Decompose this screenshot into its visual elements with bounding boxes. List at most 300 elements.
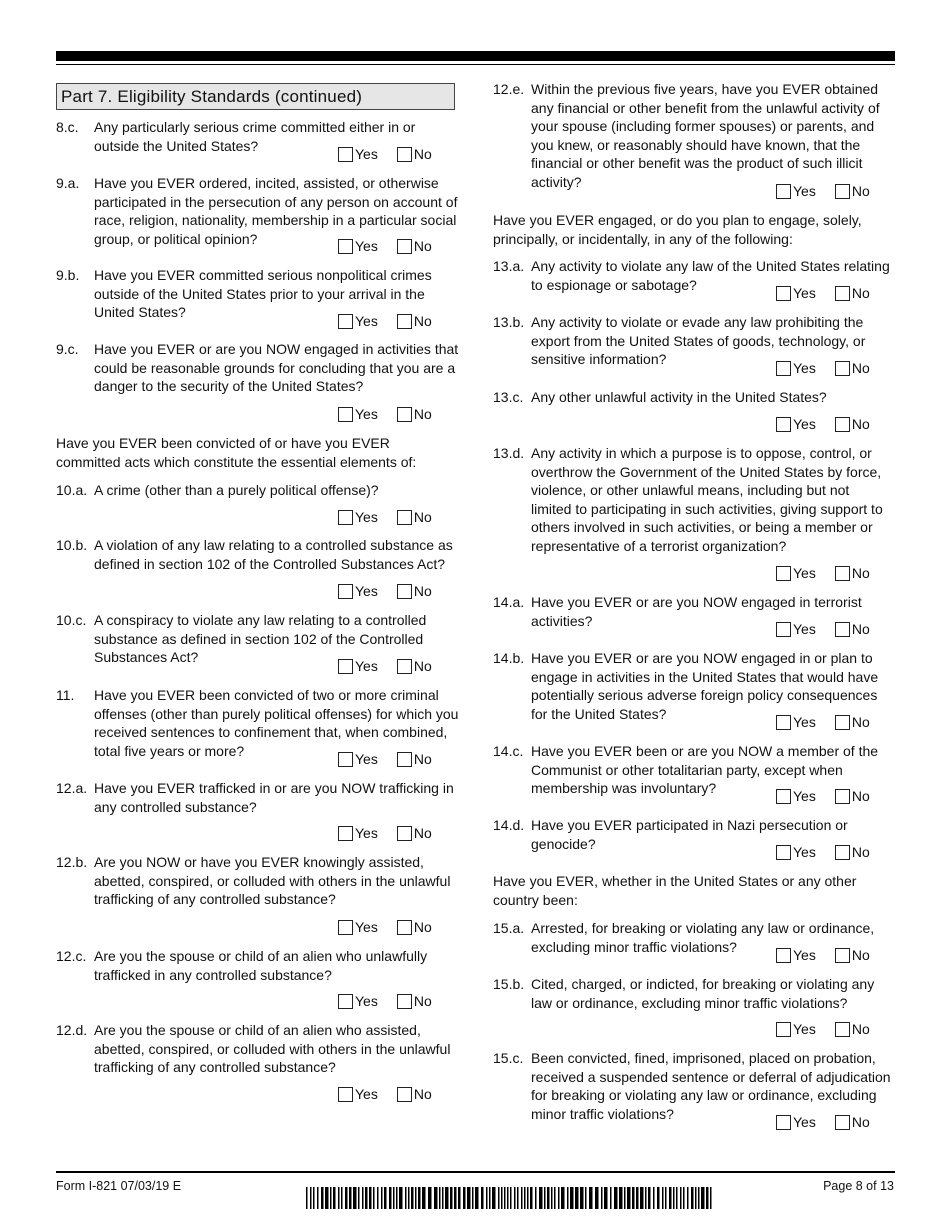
barcode-bar <box>349 1187 352 1209</box>
barcode-bar <box>330 1187 332 1209</box>
yes-option[interactable] <box>776 1020 816 1038</box>
question-text: Have you EVER trafficked in or are you NOW trafficking in any controlled substance? <box>94 780 454 815</box>
barcode-bar <box>377 1187 379 1209</box>
no-option[interactable] <box>835 284 870 302</box>
no-checkbox[interactable] <box>397 510 412 525</box>
barcode-bar <box>428 1187 432 1209</box>
no-checkbox[interactable] <box>835 361 850 376</box>
barcode-bar <box>706 1187 709 1209</box>
barcode-bar <box>501 1187 503 1209</box>
section-header: Part 7. Eligibility Standards (continued) <box>56 83 455 110</box>
no-option[interactable] <box>835 787 870 805</box>
yes-checkbox[interactable] <box>776 715 791 730</box>
yes-checkbox[interactable] <box>776 361 791 376</box>
yes-option[interactable] <box>338 1085 378 1103</box>
question-number: 12.d. <box>56 1022 88 1038</box>
barcode-bar <box>619 1187 623 1209</box>
no-option[interactable] <box>397 145 432 163</box>
question-number: 12.b. <box>56 854 88 870</box>
question-text: Have you EVER participated in Nazi persecution or genocide? <box>531 817 848 852</box>
barcode-bar <box>676 1187 678 1209</box>
question-text: Are you the spouse or child of an alien who unlawfully trafficked in any controlled substance? <box>94 948 428 983</box>
yes-checkbox[interactable] <box>776 566 791 581</box>
barcode-bar <box>399 1187 403 1209</box>
yes-option[interactable] <box>776 787 816 805</box>
yes-option[interactable] <box>338 508 378 526</box>
yes-label: Yes <box>793 1021 816 1037</box>
question-number: 15.c. <box>493 1050 524 1066</box>
yes-label: Yes <box>355 658 378 674</box>
question-number: 14.d. <box>493 817 525 833</box>
barcode-bar <box>558 1187 560 1209</box>
yes-option[interactable] <box>776 415 816 433</box>
barcode-bar <box>680 1187 682 1209</box>
no-checkbox[interactable] <box>835 715 850 730</box>
barcode-bar <box>313 1187 315 1209</box>
page-number: Page 8 of 13 <box>823 1179 894 1193</box>
question-number: 13.c. <box>493 389 524 405</box>
yes-no-group <box>776 787 870 805</box>
no-checkbox[interactable] <box>835 789 850 804</box>
no-option[interactable] <box>835 564 870 582</box>
no-option[interactable] <box>397 992 432 1010</box>
yes-checkbox[interactable] <box>776 845 791 860</box>
question-text: Have you EVER been convicted of two or more criminal offenses (other than purely political offenses) for which you received sentences to confinement that, when combined, total five years or more? <box>94 687 459 759</box>
barcode-bar <box>687 1187 689 1209</box>
yes-label: Yes <box>793 1114 816 1130</box>
barcode-bar <box>636 1187 639 1209</box>
yes-no-group <box>776 415 870 433</box>
yes-option[interactable] <box>776 359 816 377</box>
barcode-bar <box>632 1187 635 1209</box>
question-text: Been convicted, fined, imprisoned, placed on probation, received a suspended sentence or deferral of adjudication for breaking or violating any law or ordinance, excluding minor traffic violations? <box>531 1050 891 1122</box>
yes-no-group <box>338 657 432 675</box>
question-text: Are you the spouse or child of an alien who assisted, abetted, conspired, or colluded with others in the unlawful trafficking of any controlled substance? <box>94 1022 451 1076</box>
no-label: No <box>851 360 870 376</box>
yes-option[interactable] <box>338 145 378 163</box>
barcode-bar <box>691 1187 694 1209</box>
yes-checkbox[interactable] <box>776 1022 791 1037</box>
no-checkbox[interactable] <box>835 417 850 432</box>
barcode-bar <box>393 1187 395 1209</box>
barcode-bar <box>362 1187 364 1209</box>
barcode-bar <box>648 1187 651 1209</box>
no-label: No <box>851 788 870 804</box>
no-option[interactable] <box>397 508 432 526</box>
barcode-bar <box>645 1187 647 1209</box>
barcode-bar <box>422 1187 426 1209</box>
top-rule-thin <box>56 64 895 65</box>
barcode-bar <box>321 1187 324 1209</box>
yes-checkbox[interactable] <box>776 789 791 804</box>
no-label: No <box>413 583 432 599</box>
question-number: 8.c. <box>56 119 79 135</box>
barcode-bar <box>373 1187 375 1209</box>
yes-no-group <box>776 284 870 302</box>
yes-option[interactable] <box>776 713 816 731</box>
no-label: No <box>851 714 870 730</box>
no-checkbox[interactable] <box>397 407 412 422</box>
yes-checkbox[interactable] <box>776 1115 791 1130</box>
yes-checkbox[interactable] <box>338 752 353 767</box>
yes-option[interactable] <box>338 405 378 423</box>
left-intro: Have you EVER been convicted of or have you EVER committed acts which constitute the essential elements of: <box>56 435 417 470</box>
yes-label: Yes <box>793 714 816 730</box>
no-option[interactable] <box>835 359 870 377</box>
top-rule-thick <box>56 51 895 61</box>
no-option[interactable] <box>835 1020 870 1038</box>
question-text: Are you NOW or have you EVER knowingly assisted, abetted, conspired, or colluded with others in the unlawful trafficking of any controlled substance? <box>94 854 451 908</box>
yes-checkbox[interactable] <box>776 948 791 963</box>
yes-option[interactable] <box>338 992 378 1010</box>
barcode-bar <box>345 1187 348 1209</box>
no-option[interactable] <box>397 1085 432 1103</box>
barcode-bar <box>657 1187 660 1209</box>
no-label: No <box>851 565 870 581</box>
barcode-bar <box>570 1187 574 1209</box>
barcode-bar <box>554 1187 556 1209</box>
yes-no-group <box>776 564 870 582</box>
no-option[interactable] <box>835 1113 870 1131</box>
no-option[interactable] <box>835 415 870 433</box>
barcode-bar <box>365 1187 368 1209</box>
barcode-bar <box>535 1187 537 1209</box>
barcode-bar <box>544 1187 546 1209</box>
no-label: No <box>413 919 432 935</box>
no-checkbox[interactable] <box>835 566 850 581</box>
barcode-bar <box>514 1187 516 1209</box>
no-option[interactable] <box>835 182 870 200</box>
barcode-bar <box>396 1187 398 1209</box>
yes-checkbox[interactable] <box>338 239 353 254</box>
barcode-bar <box>411 1187 414 1209</box>
no-option[interactable] <box>397 237 432 255</box>
yes-option[interactable] <box>776 564 816 582</box>
question-number: 13.d. <box>493 445 525 461</box>
barcode-bar <box>418 1187 421 1209</box>
no-option[interactable] <box>835 946 870 964</box>
question-text: Any activity to violate any law of the United States relating to espionage or sabotage? <box>531 258 890 293</box>
barcode-bar <box>604 1187 608 1209</box>
no-checkbox[interactable] <box>397 239 412 254</box>
yes-no-group <box>776 359 870 377</box>
yes-label: Yes <box>355 919 378 935</box>
yes-checkbox[interactable] <box>338 994 353 1009</box>
yes-label: Yes <box>793 360 816 376</box>
barcode-bar <box>450 1187 453 1209</box>
barcode-bar <box>489 1187 491 1209</box>
no-option[interactable] <box>835 620 870 638</box>
barcode-bar <box>504 1187 506 1209</box>
barcode-bar <box>458 1187 461 1209</box>
yes-no-group <box>776 1020 870 1038</box>
yes-label: Yes <box>355 993 378 1009</box>
no-label: No <box>851 1021 870 1037</box>
question-text: Cited, charged, or indicted, for breaking or violating any law or ordinance, excluding minor traffic violations? <box>531 976 875 1011</box>
no-checkbox[interactable] <box>397 147 412 162</box>
barcode-bar <box>353 1187 357 1209</box>
no-label: No <box>413 509 432 525</box>
barcode-bar <box>481 1187 484 1209</box>
question-number: 9.b. <box>56 267 80 283</box>
barcode-bar <box>527 1187 529 1209</box>
no-checkbox[interactable] <box>835 1022 850 1037</box>
no-option[interactable] <box>835 713 870 731</box>
question-number: 10.c. <box>56 612 87 628</box>
yes-label: Yes <box>355 825 378 841</box>
no-checkbox[interactable] <box>397 920 412 935</box>
yes-checkbox[interactable] <box>338 510 353 525</box>
barcode-bar <box>521 1187 523 1209</box>
yes-checkbox[interactable] <box>338 147 353 162</box>
yes-checkbox[interactable] <box>338 584 353 599</box>
barcode-bar <box>333 1187 336 1209</box>
barcode-bar <box>389 1187 392 1209</box>
barcode-bar <box>507 1187 509 1209</box>
question-text: Have you EVER been or are you NOW a member of the Communist or other totalitarian party, except when membership was involuntary? <box>531 743 879 797</box>
yes-label: Yes <box>793 621 816 637</box>
no-checkbox[interactable] <box>835 184 850 199</box>
yes-no-group <box>338 918 432 936</box>
question-number: 14.a. <box>493 594 525 610</box>
yes-no-group <box>338 992 432 1010</box>
yes-label: Yes <box>793 788 816 804</box>
yes-option[interactable] <box>338 582 378 600</box>
yes-option[interactable] <box>338 824 378 842</box>
no-option[interactable] <box>397 312 432 330</box>
no-option[interactable] <box>397 405 432 423</box>
yes-label: Yes <box>355 238 378 254</box>
barcode-bar <box>369 1187 372 1209</box>
question-number: 11. <box>56 687 75 703</box>
question-number: 9.a. <box>56 175 80 191</box>
barcode-bar <box>673 1187 675 1209</box>
question-number: 14.c. <box>493 743 524 759</box>
no-checkbox[interactable] <box>835 622 850 637</box>
barcode-icon <box>306 1187 713 1209</box>
yes-label: Yes <box>355 1086 378 1102</box>
question-text: A crime (other than a purely political offense)? <box>94 482 379 498</box>
yes-option[interactable] <box>776 1113 816 1131</box>
yes-label: Yes <box>355 583 378 599</box>
no-checkbox[interactable] <box>397 994 412 1009</box>
no-checkbox[interactable] <box>397 659 412 674</box>
question-text: Arrested, for breaking or violating any law or ordinance, excluding minor traffic violations? <box>531 920 875 955</box>
barcode-bar <box>317 1187 319 1209</box>
question-number: 13.b. <box>493 314 525 330</box>
yes-option[interactable] <box>338 750 378 768</box>
yes-no-group <box>338 750 432 768</box>
right-intro-1: Have you EVER engaged, or do you plan to engage, solely, principally, or incidentally, in any of the following: <box>493 212 862 247</box>
barcode-bar <box>384 1187 387 1209</box>
barcode-bar <box>341 1187 343 1209</box>
yes-label: Yes <box>355 406 378 422</box>
yes-no-group <box>338 312 432 330</box>
yes-no-group <box>776 946 870 964</box>
no-option[interactable] <box>397 582 432 600</box>
no-label: No <box>413 1086 432 1102</box>
no-option[interactable] <box>397 824 432 842</box>
barcode-bar <box>467 1187 471 1209</box>
question-text: A violation of any law relating to a controlled substance as defined in section 102 of the Controlled Substances Act? <box>94 537 453 572</box>
no-checkbox[interactable] <box>835 845 850 860</box>
no-checkbox[interactable] <box>397 584 412 599</box>
yes-option[interactable] <box>776 284 816 302</box>
no-option[interactable] <box>835 843 870 861</box>
no-label: No <box>851 416 870 432</box>
barcode-bar <box>381 1187 383 1209</box>
barcode-bar <box>695 1187 697 1209</box>
barcode-bar <box>614 1187 618 1209</box>
question-number: 13.a. <box>493 258 525 274</box>
barcode-bar <box>585 1187 587 1209</box>
barcode-bar <box>665 1187 667 1209</box>
barcode-bar <box>442 1187 444 1209</box>
yes-checkbox[interactable] <box>338 659 353 674</box>
no-label: No <box>851 285 870 301</box>
barcode-bar <box>580 1187 584 1209</box>
question-text: Have you EVER committed serious nonpolitical crimes outside of the United States prior to your arrival in the United States? <box>94 267 432 321</box>
yes-option[interactable] <box>338 237 378 255</box>
no-label: No <box>851 183 870 199</box>
question-text: Any other unlawful activity in the United States? <box>531 389 827 405</box>
yes-option[interactable] <box>776 843 816 861</box>
yes-no-group <box>338 145 432 163</box>
yes-checkbox[interactable] <box>776 286 791 301</box>
barcode-bar <box>510 1187 512 1209</box>
barcode-bar <box>498 1187 500 1209</box>
yes-no-group <box>776 713 870 731</box>
barcode-bar <box>492 1187 496 1209</box>
barcode-bar <box>701 1187 705 1209</box>
barcode-bar <box>445 1187 449 1209</box>
question-text: Within the previous five years, have you EVER obtained any financial or other benefit from the unlawful activity of your spouse (including former spouses) or parents, and you knew, or reasonably should have known, that the financial or other benefit was the product of such illicit activity? <box>531 81 880 190</box>
question-number: 10.b. <box>56 537 88 553</box>
yes-no-group <box>338 405 432 423</box>
question-text: Have you EVER or are you NOW engaged in or plan to engage in activities in the United States that would have potentially serious adverse foreign policy consequences for the United States? <box>531 650 879 722</box>
barcode-bar <box>325 1187 329 1209</box>
barcode-bar <box>439 1187 441 1209</box>
no-label: No <box>851 621 870 637</box>
barcode-bar <box>683 1187 685 1209</box>
yes-option[interactable] <box>776 620 816 638</box>
no-checkbox[interactable] <box>397 752 412 767</box>
no-option[interactable] <box>397 750 432 768</box>
barcode-bar <box>698 1187 700 1209</box>
yes-checkbox[interactable] <box>338 1087 353 1102</box>
no-label: No <box>851 947 870 963</box>
yes-option[interactable] <box>776 946 816 964</box>
no-checkbox[interactable] <box>835 286 850 301</box>
yes-label: Yes <box>793 285 816 301</box>
barcode-bar <box>434 1187 438 1209</box>
yes-no-group <box>338 582 432 600</box>
no-checkbox[interactable] <box>397 314 412 329</box>
barcode-bar <box>408 1187 410 1209</box>
barcode-bar <box>454 1187 457 1209</box>
barcode-bar <box>475 1187 479 1209</box>
barcode-bar <box>517 1187 519 1209</box>
barcode-bar <box>627 1187 631 1209</box>
no-label: No <box>413 313 432 329</box>
barcode-bar <box>561 1187 565 1209</box>
question-text: Any particularly serious crime committed either in or outside the United States? <box>94 119 416 154</box>
yes-checkbox[interactable] <box>338 920 353 935</box>
no-label: No <box>413 406 432 422</box>
barcode-bar <box>463 1187 466 1209</box>
barcode-bar <box>358 1187 360 1209</box>
yes-option[interactable] <box>338 312 378 330</box>
barcode-bar <box>405 1187 407 1209</box>
barcode-bar <box>415 1187 417 1209</box>
no-label: No <box>413 993 432 1009</box>
yes-checkbox[interactable] <box>776 184 791 199</box>
no-option[interactable] <box>397 657 432 675</box>
question-number: 10.a. <box>56 482 88 498</box>
question-number: 14.b. <box>493 650 525 666</box>
barcode-bar <box>640 1187 644 1209</box>
yes-label: Yes <box>355 751 378 767</box>
yes-option[interactable] <box>338 657 378 675</box>
barcode-bar <box>653 1187 655 1209</box>
no-option[interactable] <box>397 918 432 936</box>
right-intro-2: Have you EVER, whether in the United States or any other country been: <box>493 873 857 908</box>
barcode-bar <box>567 1187 569 1209</box>
barcode-bar <box>551 1187 553 1209</box>
yes-option[interactable] <box>338 918 378 936</box>
no-label: No <box>413 238 432 254</box>
barcode-bar <box>624 1187 626 1209</box>
yes-no-group <box>338 237 432 255</box>
yes-label: Yes <box>793 947 816 963</box>
yes-checkbox[interactable] <box>776 622 791 637</box>
barcode-bar <box>710 1187 712 1209</box>
no-checkbox[interactable] <box>397 1087 412 1102</box>
yes-no-group <box>338 824 432 842</box>
no-label: No <box>851 1114 870 1130</box>
no-label: No <box>851 844 870 860</box>
no-checkbox[interactable] <box>835 1115 850 1130</box>
no-checkbox[interactable] <box>835 948 850 963</box>
yes-label: Yes <box>355 146 378 162</box>
yes-option[interactable] <box>776 182 816 200</box>
footer-rule <box>56 1171 895 1173</box>
yes-checkbox[interactable] <box>338 407 353 422</box>
barcode-bar <box>524 1187 526 1209</box>
yes-label: Yes <box>355 313 378 329</box>
barcode-bar <box>306 1187 308 1209</box>
question-number: 15.a. <box>493 920 525 936</box>
yes-checkbox[interactable] <box>338 826 353 841</box>
yes-label: Yes <box>793 565 816 581</box>
barcode-bar <box>486 1187 488 1209</box>
yes-label: Yes <box>793 183 816 199</box>
question-text: Have you EVER ordered, incited, assisted, or otherwise participated in the persecution of any person on account of race, religion, nationality, membership in a particular social group, or political opinion? <box>94 175 458 247</box>
barcode-bar <box>530 1187 533 1209</box>
barcode-bar <box>310 1187 312 1209</box>
yes-checkbox[interactable] <box>776 417 791 432</box>
yes-label: Yes <box>793 844 816 860</box>
yes-label: Yes <box>355 509 378 525</box>
yes-label: Yes <box>793 416 816 432</box>
yes-checkbox[interactable] <box>338 314 353 329</box>
yes-no-group <box>338 1085 432 1103</box>
barcode-bar <box>595 1187 599 1209</box>
question-number: 15.b. <box>493 976 525 992</box>
barcode-bar <box>669 1187 672 1209</box>
no-checkbox[interactable] <box>397 826 412 841</box>
yes-no-group <box>776 182 870 200</box>
